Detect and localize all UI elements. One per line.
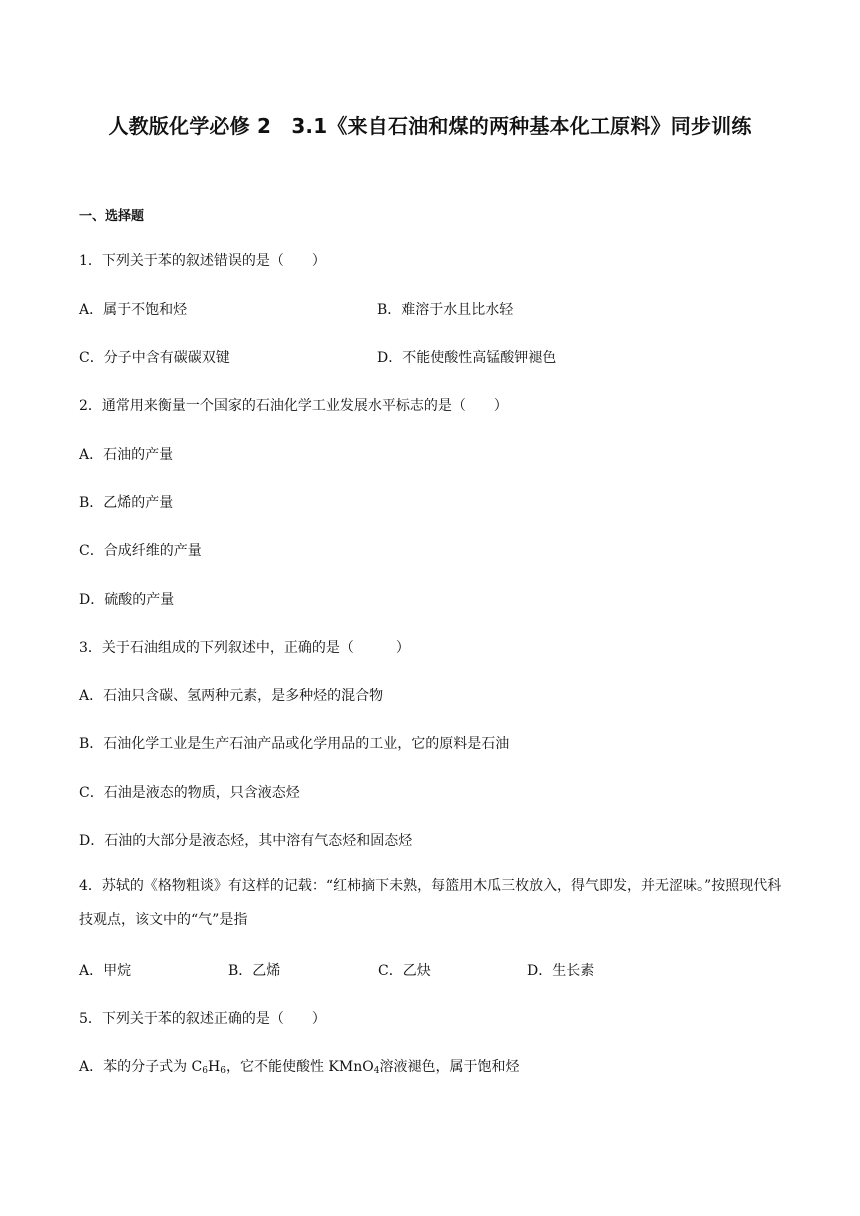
question-1-option-b: B．难溶于水且比水轻 bbox=[377, 302, 514, 318]
question-2-stem: 2．通常用来衡量一个国家的石油化学工业发展水平标志的是（ ） bbox=[79, 398, 508, 414]
document-title: 人教版化学必修 2 3.1《来自石油和煤的两种基本化工原料》同步训练 bbox=[108, 114, 752, 138]
question-4-stem: 4．苏轼的《格物粗谈》有这样的记载：“红柿摘下未熟，每篮用木瓜三枚放入，得气即发，并无涩味。”按照现代科技观点，该文中的“气”是指 bbox=[79, 878, 782, 928]
question-2-option-b: B．乙烯的产量 bbox=[79, 495, 174, 511]
question-3-option-c: C．石油是液态的物质，只含液态烃 bbox=[79, 785, 300, 801]
question-3-option-b: B．石油化学工业是生产石油产品或化学用品的工业，它的原料是石油 bbox=[79, 736, 510, 752]
question-1-stem: 1．下列关于苯的叙述错误的是（ ） bbox=[79, 253, 326, 269]
question-5-stem: 5．下列关于苯的叙述正确的是（ ） bbox=[79, 1011, 326, 1027]
question-5-option-a: A．苯的分子式为 $C_6H_6$，它不能使酸性 KMnO$_4$溶液褪色，属于饱和烃 bbox=[79, 1059, 520, 1076]
question-3-stem: 3．关于石油组成的下列叙述中，正确的是（ ） bbox=[79, 640, 410, 656]
question-4-option-a: A．甲烷 bbox=[79, 963, 132, 979]
question-4-option-c: C．乙炔 bbox=[378, 963, 431, 979]
question-1-option-c: C．分子中含有碳碳双键 bbox=[79, 350, 230, 366]
section-heading: 一、选择题 bbox=[79, 209, 145, 224]
question-2-option-c: C．合成纤维的产量 bbox=[79, 543, 202, 559]
question-1-option-a: A．属于不饱和烃 bbox=[79, 302, 188, 318]
question-2-option-a: A．石油的产量 bbox=[79, 447, 174, 463]
question-3-option-d: D．石油的大部分是液态烃，其中溶有气态烃和固态烃 bbox=[79, 833, 413, 849]
question-4-option-b: B．乙烯 bbox=[228, 963, 281, 979]
question-1-option-d: D．不能使酸性高锰酸钾褪色 bbox=[377, 350, 557, 366]
question-2-option-d: D．硫酸的产量 bbox=[79, 592, 175, 608]
question-4-option-d: D．生长素 bbox=[527, 963, 595, 979]
question-3-option-a: A．石油只含碳、氢两种元素，是多种烃的混合物 bbox=[79, 688, 384, 704]
